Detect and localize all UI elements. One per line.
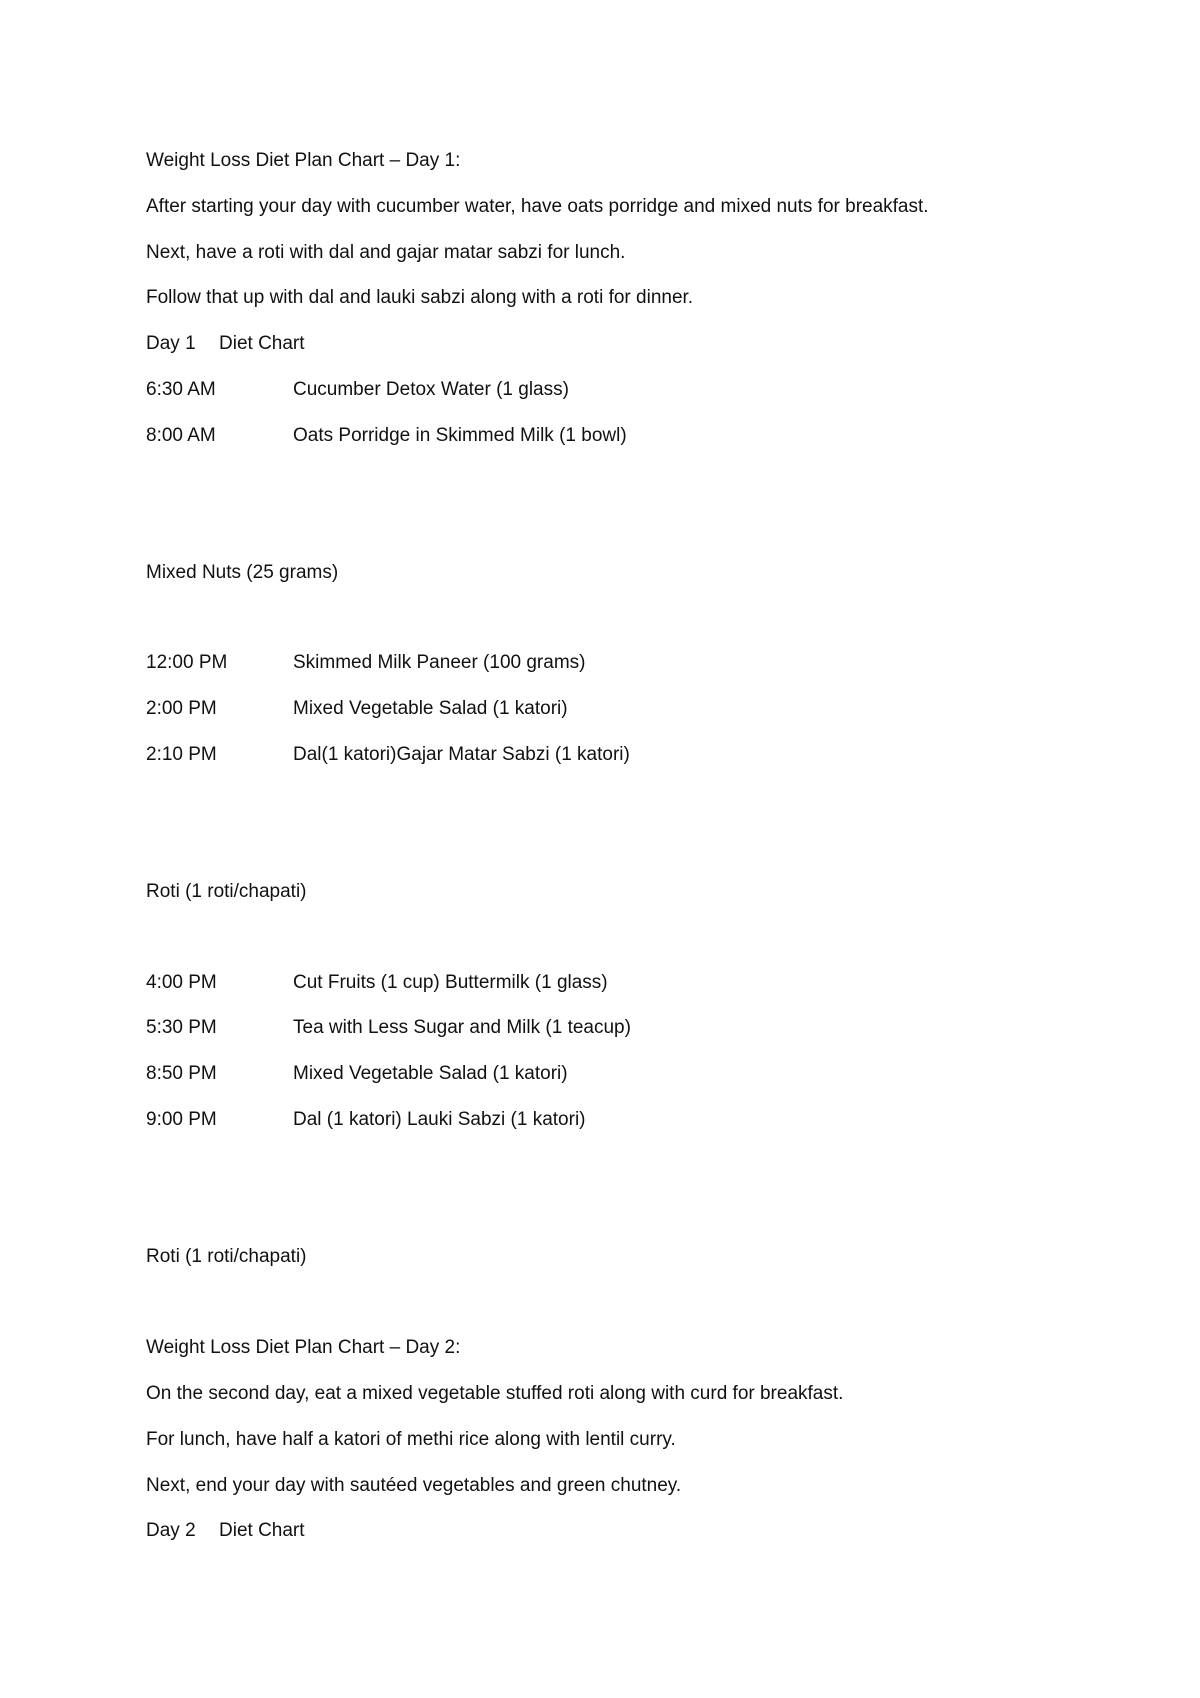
schedule-row [146, 563, 338, 582]
schedule-row [146, 699, 568, 718]
chart-label: Diet Chart [219, 1520, 305, 1541]
day-label: Day 2 [146, 1520, 196, 1541]
row-time: 4:00 PM [146, 972, 217, 993]
day-label: Day 1 [146, 333, 196, 354]
row-item: Mixed Vegetable Salad (1 katori) [293, 1063, 568, 1084]
row-item: Roti (1 roti/chapati) [146, 1246, 307, 1267]
schedule-row [146, 1018, 631, 1037]
day1-chart-header [146, 334, 305, 353]
row-time: 2:00 PM [146, 698, 217, 719]
row-item: Skimmed Milk Paneer (100 grams) [293, 652, 586, 673]
row-item: Mixed Nuts (25 grams) [146, 562, 339, 583]
row-time: 6:30 AM [146, 379, 216, 400]
row-time: 2:10 PM [146, 744, 217, 765]
day1-heading: Weight Loss Diet Plan Chart – Day 1: [146, 150, 461, 171]
row-time: 9:00 PM [146, 1109, 217, 1130]
day2-chart-header [146, 1521, 305, 1540]
schedule-row [146, 380, 569, 399]
row-item: Dal (1 katori) Lauki Sabzi (1 katori) [293, 1109, 586, 1130]
schedule-row [146, 882, 307, 901]
row-time: 12:00 PM [146, 652, 228, 673]
row-item: Mixed Vegetable Salad (1 katori) [293, 698, 568, 719]
schedule-row [146, 653, 585, 672]
schedule-row [146, 745, 630, 764]
row-time: 5:30 PM [146, 1017, 217, 1038]
row-item: Tea with Less Sugar and Milk (1 teacup) [293, 1017, 631, 1038]
day1-paragraph: Next, have a roti with dal and gajar matar sabzi for lunch. [146, 242, 626, 263]
row-item: Roti (1 roti/chapati) [146, 881, 307, 902]
schedule-row [146, 1110, 586, 1129]
row-item: Dal(1 katori)Gajar Matar Sabzi (1 katori) [293, 744, 630, 765]
day2-paragraph: On the second day, eat a mixed vegetable stuffed roti along with curd for breakfast. [146, 1383, 844, 1404]
day2-heading: Weight Loss Diet Plan Chart – Day 2: [146, 1337, 461, 1358]
row-time: 8:50 PM [146, 1063, 217, 1084]
day2-paragraph: For lunch, have half a katori of methi rice along with lentil curry. [146, 1429, 676, 1450]
schedule-row [146, 1064, 568, 1083]
chart-label: Diet Chart [219, 333, 305, 354]
row-time: 8:00 AM [146, 425, 216, 446]
day2-paragraph: Next, end your day with sautéed vegetables and green chutney. [146, 1475, 682, 1496]
schedule-row [146, 426, 627, 445]
schedule-row [146, 973, 608, 992]
day1-paragraph: After starting your day with cucumber water, have oats porridge and mixed nuts for breakfast. [146, 196, 929, 217]
row-item: Cut Fruits (1 cup) Buttermilk (1 glass) [293, 972, 608, 993]
row-item: Cucumber Detox Water (1 glass) [293, 379, 569, 400]
row-item: Oats Porridge in Skimmed Milk (1 bowl) [293, 425, 627, 446]
day1-paragraph: Follow that up with dal and lauki sabzi along with a roti for dinner. [146, 287, 694, 308]
schedule-row [146, 1247, 307, 1266]
